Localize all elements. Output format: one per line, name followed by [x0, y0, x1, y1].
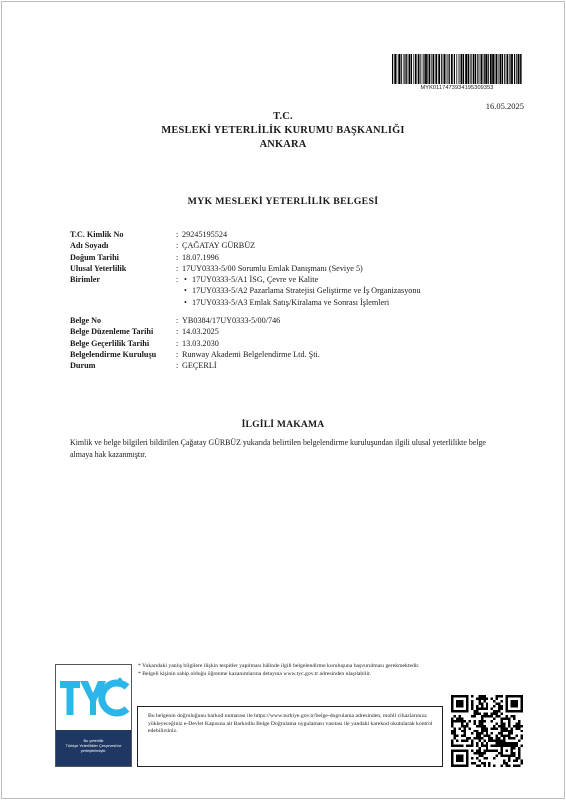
field-value: 18.07.1996 [182, 252, 219, 262]
header-line-2: MESLEKİ YETERLİLİK KURUMU BAŞKANLIĞI [161, 125, 405, 136]
verification-box [137, 706, 443, 767]
unit-item: • 17UY0333-5/A3 Emlak Satış/Kiralama ve Sonrası İşlemleri [182, 297, 530, 308]
field-label: Belgelendirme Kuruluşu [70, 349, 157, 359]
field-tc-no [70, 229, 530, 240]
field-separator: : [176, 349, 179, 359]
tyc-logo-caption: Bu yeterlilik Türkiye Yeterlilikler Çerçevesi'ne yerleştirilmiştir. [56, 730, 131, 766]
field-separator: : [176, 263, 179, 273]
field-label: Doğum Tarihi [70, 252, 119, 262]
field-label: Birimler [70, 275, 101, 285]
barcode-number: MYK0117473934195309353 [420, 85, 494, 91]
field-value: 17UY0333-5/00 Sorumlu Emlak Danışmanı (Seviye 5) [182, 263, 363, 273]
field-label: Durum [70, 361, 96, 371]
field-label: Belge Geçerlilik Tarihi [70, 338, 150, 348]
field-separator: : [176, 316, 179, 326]
field-separator: : [176, 241, 179, 251]
status-value: GEÇERLİ [182, 361, 217, 371]
field-separator: : [176, 252, 179, 262]
field-certification-body [70, 349, 530, 360]
footnotes [138, 663, 428, 680]
field-label: Adı Soyadı [70, 241, 109, 251]
field-status [70, 360, 530, 371]
document-title: MYK MESLEKİ YETERLİLİK BELGESİ [187, 196, 379, 207]
field-full-name [70, 240, 530, 251]
field-separator: : [176, 361, 179, 371]
header-line-3: ANKARA [259, 139, 307, 150]
field-separator: : [176, 327, 179, 337]
issuer-header [0, 110, 566, 152]
field-value: 14.03.2025 [182, 327, 219, 337]
unit-item: • 17UY0333-5/A1 İSG, Çevre ve Kalite [182, 274, 530, 285]
field-separator: : [176, 338, 179, 348]
qr-code-image [451, 695, 523, 767]
field-value: YB0384/17UY0333-5/00/746 [182, 316, 281, 326]
field-issue-date [70, 326, 530, 337]
footnote: * Belgeli kişinin sahip olduğu öğrenme kazanımlarına detayına www.tyc.gov.tr adresinden ulaşılabilir. [138, 671, 372, 678]
barcode-image [392, 54, 522, 84]
tyc-logo-icon [56, 671, 131, 727]
field-label: Ulusal Yeterlilik [70, 263, 127, 273]
field-birth-date [70, 252, 530, 263]
field-label: Belge No [70, 316, 102, 326]
unit-item: • 17UY0333-5/A2 Pazarlama Stratejisi Geliştirme ve İş Organizasyonu [182, 285, 530, 296]
section-title: İLGİLİ MAKAMA [241, 419, 325, 430]
verification-text: Bu belgenin doğruluğunu barkod numarası ile https://www.turkiye.gov.tr/belge-dogrulama adresinden, mobil cihazlarınıza yükleyeceğiniz e-Devlet Kapısına ait Barkodlu Belge Doğrulama uygulaması vasıtası ile yandaki karekod okutularak kontrol edebilirsiniz. [148, 713, 433, 735]
field-certificate-no [70, 315, 530, 326]
footnote: * Yukarıdaki yanlış bilgilere ilişkin tespitler yapılması hâlinde ilgili belgelendirme kuruluşuna başvurulması gerekmektedir. [138, 663, 420, 669]
field-national-qualification [70, 263, 530, 274]
field-label: Belge Düzenleme Tarihi [70, 327, 154, 337]
field-value: 13.03.2030 [182, 338, 219, 348]
field-separator: : [176, 275, 179, 285]
field-label: T.C. Kimlik No [70, 230, 124, 239]
section-body: Kimlik ve belge bilgileri bildirilen Çağatay GÜRBÜZ yukarıda belirtilen belgelendirme kuruluşundan ilgili ulusal yeterlilikte belge almaya hak kazanmıştır. [70, 438, 486, 459]
certificate-fields [70, 229, 530, 372]
tyc-logo [55, 664, 132, 767]
field-value: ÇAĞATAY GÜRBÜZ [182, 241, 256, 251]
units-list [182, 274, 530, 308]
field-units [70, 274, 530, 308]
issue-date: 16.05.2025 [485, 101, 524, 111]
header-line-1: T.C. [273, 111, 293, 122]
field-value: 29245195524 [182, 230, 228, 239]
field-separator: : [176, 230, 179, 239]
field-value: Runway Akademi Belgelendirme Ltd. Şti. [182, 349, 320, 359]
field-validity-date [70, 338, 530, 349]
